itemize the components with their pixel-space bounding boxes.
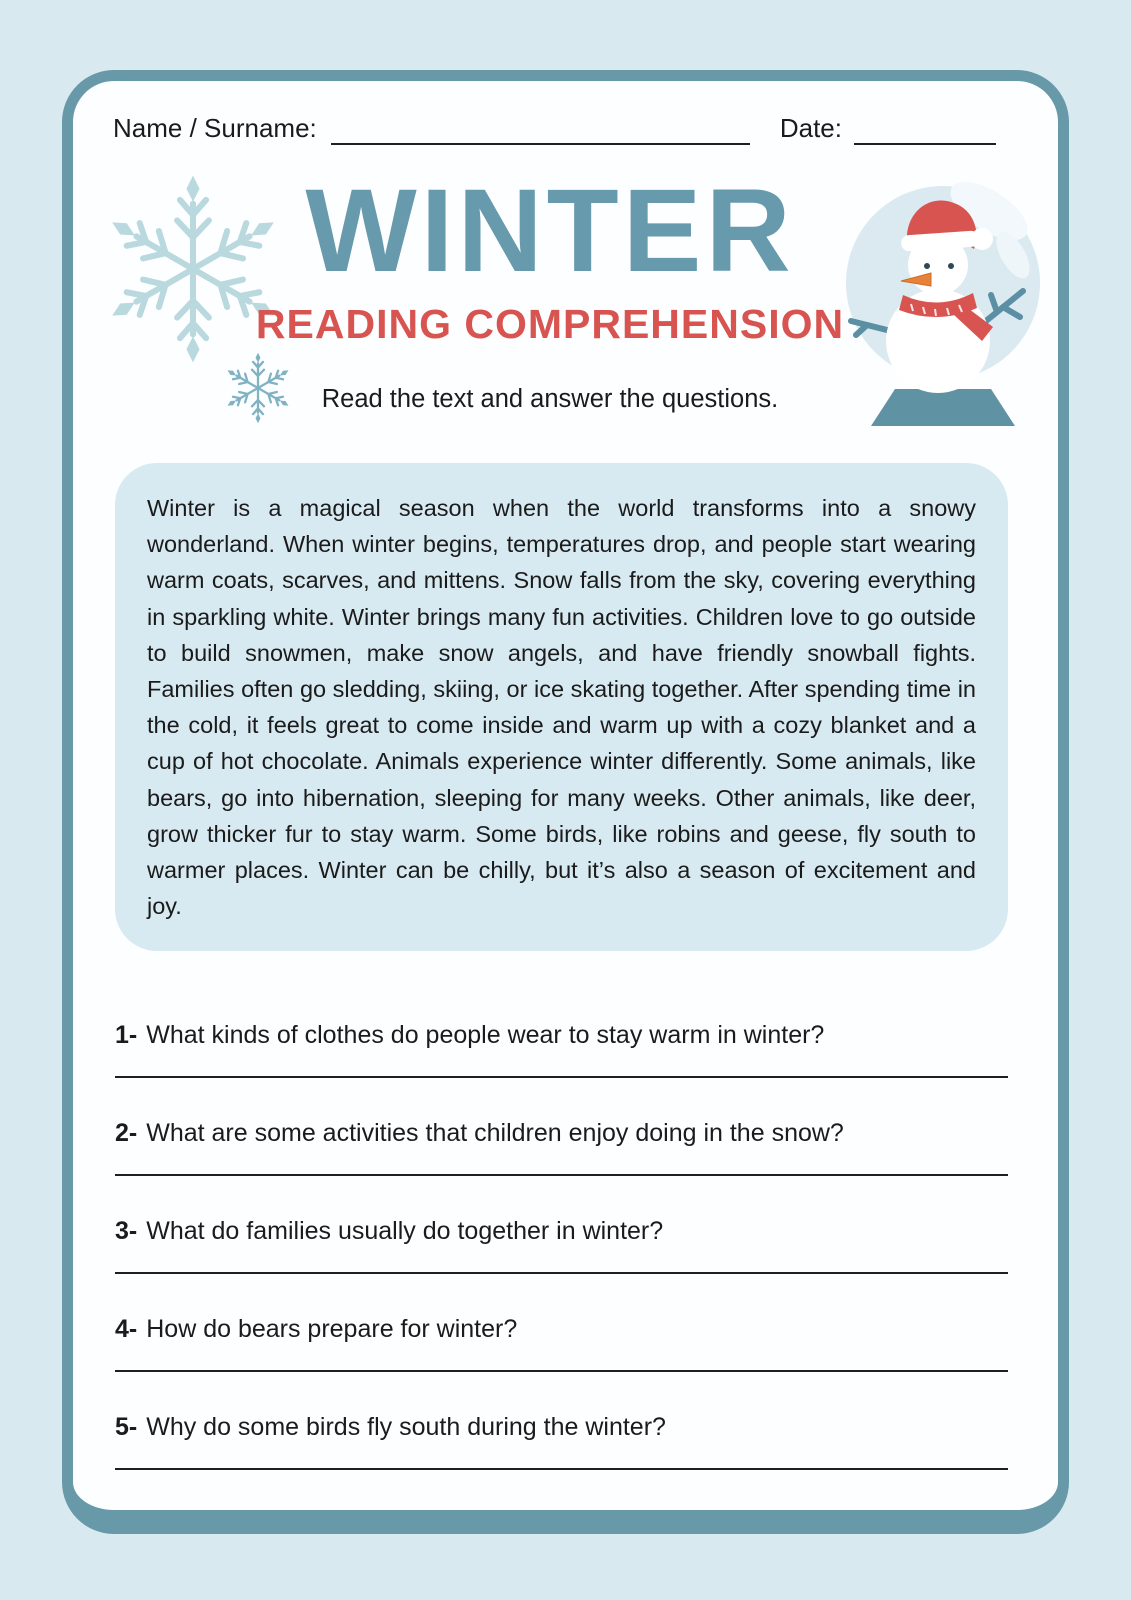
question-block: [115, 1411, 1008, 1470]
date-blank-line[interactable]: [854, 113, 996, 145]
passage-text: Winter is a magical season when the world transforms into a snowy wonderland. When winter begins, temperatures drop, and people start wearing warm coats, scarves, and mittens. Snow falls from the sky, covering everything in sparkling white. Winter brings many fun activities. Children love to go outside to build snowmen, make snow angels, and have friendly snowball fights. Families often go sledding, skiing, or ice skating together. After spending time in the cold, it feels great to come inside and warm up with a cozy blanket and a cup of hot chocolate. Animals experience winter differently. Some animals, like bears, go into hibernation, sleeping for many weeks. Other animals, like deer, grow thicker fur to stay warm. Some birds, like robins and geese, fly south to warmer places. Winter can be chilly, but it’s also a season of excitement and joy.: [147, 495, 976, 920]
worksheet-card: [62, 70, 1069, 1534]
snow-globe-snowman-icon: [843, 163, 1043, 428]
instruction-text: Read the text and answer the questions.: [321, 385, 779, 413]
header-row: [73, 81, 1058, 145]
question-text-row: [115, 1117, 1008, 1149]
questions-section: [115, 1019, 1008, 1470]
question-number: 3-: [115, 1217, 138, 1246]
page-subtitle: READING COMPREHENSION: [255, 301, 845, 347]
question-text: How do bears prepare for winter?: [146, 1315, 518, 1344]
question-text: What are some activities that children enjoy doing in the snow?: [146, 1119, 844, 1148]
question-text-row: [115, 1411, 1008, 1443]
question-text-row: [115, 1019, 1008, 1051]
title-section: [73, 155, 1058, 463]
question-number: 5-: [115, 1413, 138, 1442]
question-block: [115, 1215, 1008, 1274]
answer-line[interactable]: [115, 1174, 1008, 1176]
question-text-row: [115, 1215, 1008, 1247]
answer-line[interactable]: [115, 1272, 1008, 1274]
answer-line[interactable]: [115, 1076, 1008, 1078]
name-blank-line[interactable]: [331, 113, 750, 145]
date-label: Date:: [779, 113, 842, 143]
question-number: 2-: [115, 1119, 138, 1148]
question-text: What do families usually do together in winter?: [146, 1217, 664, 1246]
reading-passage-box: [115, 463, 1008, 951]
page-title: WINTER: [305, 165, 795, 297]
question-text-row: [115, 1313, 1008, 1345]
question-text: What kinds of clothes do people wear to stay warm in winter?: [146, 1021, 825, 1050]
question-block: [115, 1019, 1008, 1078]
name-label: Name / Surname:: [113, 113, 317, 143]
question-number: 4-: [115, 1315, 138, 1344]
question-text: Why do some birds fly south during the winter?: [146, 1413, 666, 1442]
question-block: [115, 1117, 1008, 1176]
question-number: 1-: [115, 1021, 138, 1050]
question-block: [115, 1313, 1008, 1372]
answer-line[interactable]: [115, 1370, 1008, 1372]
answer-line[interactable]: [115, 1468, 1008, 1470]
